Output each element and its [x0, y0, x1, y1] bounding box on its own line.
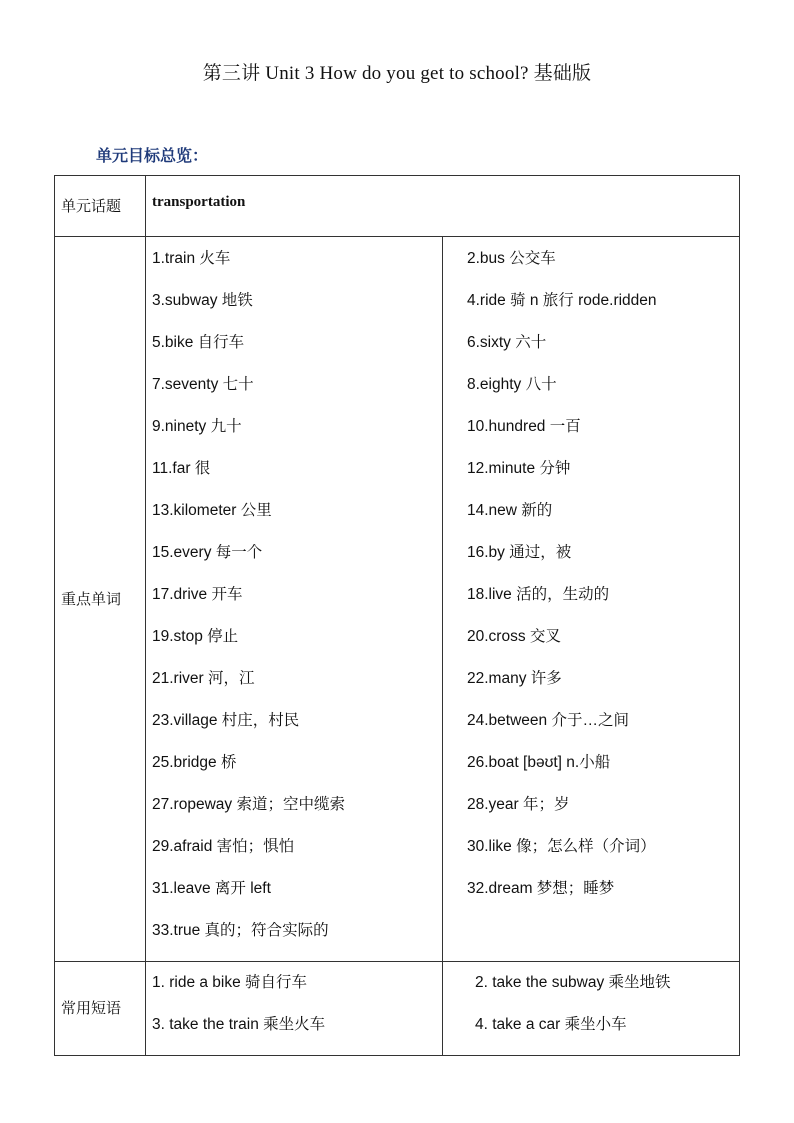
word-item: 28.year 年；岁 [467, 796, 570, 813]
key-words-right-list [443, 237, 739, 919]
word-item: 9.ninety 九十 [152, 418, 242, 435]
word-item: 8.eighty 八十 [467, 376, 557, 393]
key-words-left-column [146, 237, 443, 962]
phrases-right-column [443, 962, 740, 1056]
word-item: 27.ropeway 索道；空中缆索 [152, 796, 345, 813]
key-words-label: 重点单词 [55, 237, 146, 962]
word-item: 2.bus 公交车 [467, 250, 556, 267]
word-item: 16.by 通过，被 [467, 544, 572, 561]
word-item: 12.minute 分钟 [467, 460, 571, 477]
phrases-right-list [443, 962, 739, 1055]
topic-value: transportation [146, 176, 740, 237]
word-item: 15.every 每一个 [152, 544, 263, 561]
phrases-label: 常用短语 [55, 962, 146, 1056]
page-title: 第三讲 Unit 3 How do you get to school? 基础版 [202, 63, 592, 84]
word-item: 11.far 很 [152, 460, 211, 477]
phrases-row [55, 962, 740, 1056]
word-item: 4.ride 骑 n 旅行 rode.ridden [467, 292, 657, 309]
word-item: 13.kilometer 公里 [152, 502, 272, 519]
topic-row [55, 176, 740, 237]
word-item: 24.between 介于…之间 [467, 712, 629, 729]
section-heading: 单元目标总览： [96, 148, 209, 165]
word-item: 26.boat [bəʊt] n.小船 [467, 754, 611, 771]
word-item: 31.leave 离开 left [152, 880, 271, 897]
topic-label: 单元话题 [55, 176, 146, 237]
word-item: 1.train 火车 [152, 250, 231, 267]
word-item: 33.true 真的；符合实际的 [152, 922, 329, 939]
phrase-item: 4. take a car 乘坐小车 [475, 1016, 627, 1033]
word-item: 6.sixty 六十 [467, 334, 547, 351]
word-item: 29.afraid 害怕；惧怕 [152, 838, 295, 855]
word-item: 21.river 河，江 [152, 670, 255, 687]
phrase-item: 3. take the train 乘坐火车 [152, 1016, 326, 1033]
word-item: 7.seventy 七十 [152, 376, 254, 393]
phrase-item: 2. take the subway 乘坐地铁 [475, 974, 671, 991]
word-item: 25.bridge 桥 [152, 754, 237, 771]
word-item: 30.like 像；怎么样（介词） [467, 838, 656, 855]
phrases-left-list [146, 962, 442, 1055]
key-words-right-column [443, 237, 740, 962]
word-item: 23.village 村庄，村民 [152, 712, 300, 729]
phrases-left-column [146, 962, 443, 1056]
key-words-left-list [146, 237, 442, 961]
phrase-item: 1. ride a bike 骑自行车 [152, 974, 308, 991]
key-words-row [55, 237, 740, 962]
word-item: 17.drive 开车 [152, 586, 243, 603]
word-item: 22.many 许多 [467, 670, 562, 687]
word-item: 20.cross 交叉 [467, 628, 561, 645]
word-item: 3.subway 地铁 [152, 292, 253, 309]
word-item: 5.bike 自行车 [152, 334, 245, 351]
word-item: 19.stop 停止 [152, 628, 239, 645]
word-item: 18.live 活的，生动的 [467, 586, 610, 603]
word-item: 32.dream 梦想；睡梦 [467, 880, 615, 897]
word-item: 10.hundred 一百 [467, 418, 581, 435]
word-item: 14.new 新的 [467, 502, 553, 519]
vocabulary-table [54, 175, 740, 1056]
